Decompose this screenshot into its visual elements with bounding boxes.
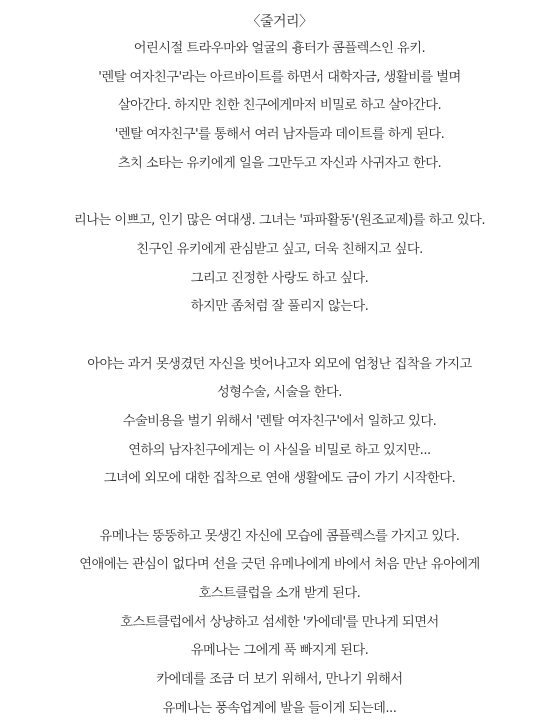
text-line: '렌탈 여자친구'를 통해서 여러 남자들과 데이트를 하게 된다.	[114, 127, 445, 143]
text-line: 츠치 소타는 유키에게 일을 그만두고 자신과 사귀자고 한다.	[117, 155, 442, 171]
text-line: 친구인 유키에게 관심받고 싶고, 더욱 친해지고 싶다.	[136, 241, 423, 257]
text-line: 그녀에 외모에 대한 집착으로 연애 생활에도 금이 가기 시작한다.	[103, 471, 456, 487]
text-line: 연하의 남자친구에게는 이 사실을 비밀로 하고 있지만...	[128, 442, 431, 458]
text-line: '렌탈 여자친구'라는 아르바이트를 하면서 대학자금, 생활비를 벌며	[98, 69, 461, 85]
text-line: 카에데를 조금 더 보기 위해서, 만나기 위해서	[156, 672, 403, 688]
text-line: 유메나는 그에게 푹 빠지게 된다.	[190, 643, 369, 659]
text-line: 어린시절 트라우마와 얼굴의 흉터가 콤플렉스인 유키.	[133, 41, 426, 56]
text-line: 살아간다. 하지만 친한 친구에게마저 비밀로 하고 살아간다.	[117, 98, 442, 114]
paragraph-spacer	[0, 494, 559, 523]
text-line: 호스트클럽에서 상냥하고 섬세한 '카에데'를 만나게 되면서	[120, 614, 439, 630]
text-line: 유메나는 뚱뚱하고 못생긴 자신에 모습에 콤플렉스를 가지고 있다.	[99, 528, 460, 544]
paragraph-rina	[0, 207, 559, 322]
text-line: 그리고 진정한 사랑도 하고 싶다.	[190, 270, 369, 286]
text-line: 연애에는 관심이 없다며 선을 긋던 유메나에게 바에서 처음 만난 유아에게	[79, 557, 480, 573]
paragraph-spacer	[0, 178, 559, 207]
paragraph-spacer	[0, 322, 559, 351]
text-line: 하지만 좀처럼 잘 풀리지 않는다.	[190, 299, 369, 315]
paragraph-yuki	[0, 35, 559, 178]
paragraph-aya	[0, 351, 559, 494]
text-line: 리나는 이쁘고, 인기 많은 여대생. 그녀는 '파파활동'(원조교제)를 하고 있다.	[73, 213, 486, 229]
text-line: 수술비용을 벌기 위해서 '렌탈 여자친구'에서 일하고 있다.	[122, 413, 437, 429]
synopsis-title: 〈줄거리〉	[246, 14, 313, 30]
text-line: 아야는 과거 못생겼던 자신을 벗어나고자 외모에 엄청난 집착을 가지고	[87, 356, 472, 372]
text-line: 유메나는 풍속업계에 발을 들이게 되는데...	[162, 700, 397, 716]
text-line: 성형수술, 시술을 한다.	[217, 385, 342, 401]
paragraph-yumena	[0, 523, 559, 724]
text-line: 호스트클럽을 소개 받게 된다.	[198, 586, 361, 602]
